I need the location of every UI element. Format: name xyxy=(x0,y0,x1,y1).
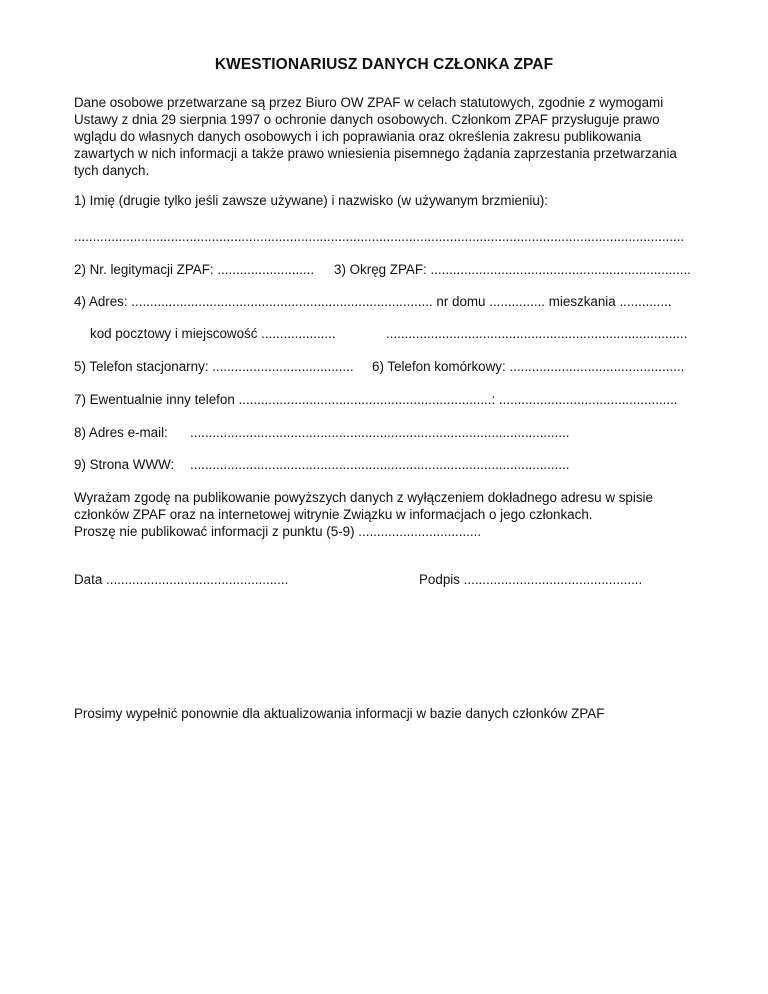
page-title: KWESTIONARIUSZ DANYCH CZŁONKA ZPAF xyxy=(214,56,554,73)
email-field-label: 8) Adres e-mail: xyxy=(74,425,168,440)
website-field-label: 9) Strona WWW: xyxy=(74,457,175,472)
name-field-line[interactable]: .................................................................................................................................................................... xyxy=(74,229,685,244)
publication-consent xyxy=(74,489,714,540)
postal-code-city-field[interactable]: kod pocztowy i miejscowość .................... xyxy=(90,326,336,341)
name-field-label: 1) Imię (drugie tylko jeśli zawsze używane) i nazwisko (w używanym brzmieniu): xyxy=(74,193,549,208)
email-field-line[interactable]: ...................................................................................................... xyxy=(190,425,570,440)
privacy-notice-line: zawartych w nich informacji a także prawo wniesienia pisemnego żądania zaprzestania przetwarzania xyxy=(74,146,677,161)
signature-field[interactable]: Podpis ................................................ xyxy=(419,572,643,587)
other-phone-field[interactable]: 7) Ewentualnie inny telefon ....................................................................: ................................................ xyxy=(74,392,678,407)
privacy-notice-line: tych danych. xyxy=(74,163,150,178)
footer-note: Prosimy wypełnić ponownie dla aktualizowania informacji w bazie danych członków ZPAF xyxy=(74,706,605,721)
mobile-phone-field[interactable]: 6) Telefon komórkowy: ............................................... xyxy=(372,359,685,374)
privacy-notice xyxy=(74,94,714,179)
privacy-notice-line: Dane osobowe przetwarzane są przez Biuro OW ZPAF w celach statutowych, zgodnie z wymogami xyxy=(74,95,664,110)
privacy-notice-line: Ustawy z dnia 29 sierpnia 1997 o ochronie danych osobowych. Członkom ZPAF przysługuje prawo xyxy=(74,112,660,127)
consent-exclusion-field[interactable]: Proszę nie publikować informacji z punktu (5-9) ................................. xyxy=(74,524,482,539)
consent-line: członków ZPAF oraz na internetowej witrynie Związku w informacjach o jego członkach. xyxy=(74,507,593,522)
membership-number-field[interactable]: 2) Nr. legitymacji ZPAF: .......................... xyxy=(74,262,315,277)
district-field[interactable]: 3) Okręg ZPAF: ...................................................................... xyxy=(334,262,691,277)
consent-line: Wyrażam zgodę na publikowanie powyższych danych z wyłączeniem dokładnego adresu w spisie xyxy=(74,490,653,505)
privacy-notice-line: wglądu do własnych danych osobowych i ich poprawiania oraz określenia zakresu publikowania xyxy=(74,129,642,144)
address-field[interactable]: 4) Adres: ................................................................................. nr domu ............... mieszkania .............. xyxy=(74,294,672,309)
city-line[interactable]: ................................................................................. xyxy=(386,326,688,341)
website-field-line[interactable]: ...................................................................................................... xyxy=(190,457,570,472)
date-field[interactable]: Data ................................................. xyxy=(74,572,289,587)
landline-phone-field[interactable]: 5) Telefon stacjonarny: ...................................... xyxy=(74,359,354,374)
